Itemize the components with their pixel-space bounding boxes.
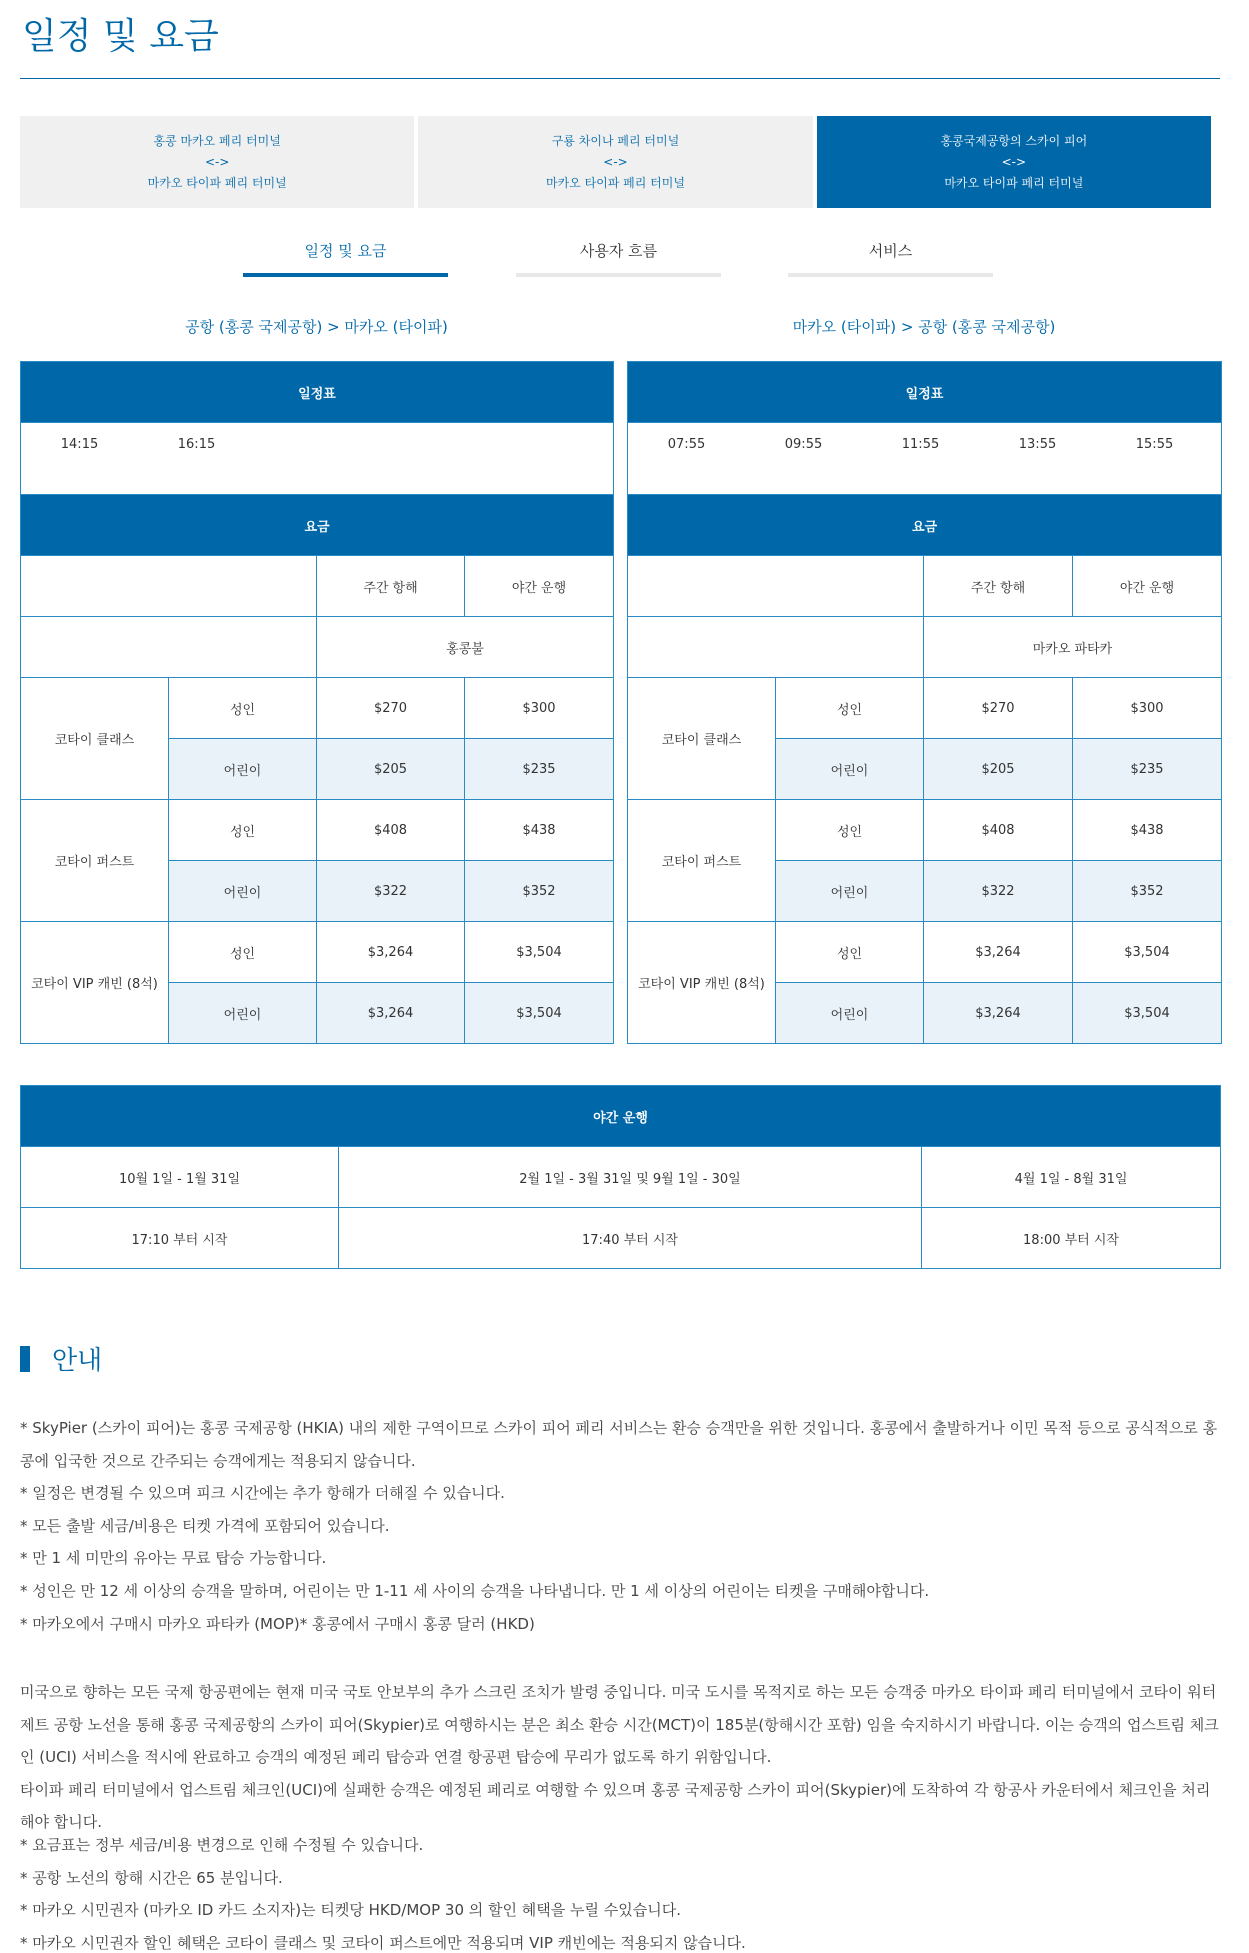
sub-tabs bbox=[0, 240, 1249, 280]
col-day-sailing: 주간 항해 bbox=[317, 556, 465, 617]
col-day-sailing: 주간 항해 bbox=[924, 556, 1073, 617]
note-line: * 마카오 시민권자 (마카오 ID 카드 소지자)는 티켓당 HKD/MOP 30 의 할인 혜택을 누릴 수있습니다. bbox=[20, 1901, 681, 1920]
passenger-type: 성인 bbox=[169, 922, 317, 983]
class-name: 코타이 VIP 캐빈 (8석) bbox=[21, 922, 169, 1044]
route-tab-arrow: <-> bbox=[603, 154, 628, 169]
departure-time: 13:55 bbox=[1018, 437, 1057, 452]
fare-value: $3,264 bbox=[924, 983, 1073, 1044]
night-sailing-table bbox=[20, 1085, 1221, 1269]
fare-value: $322 bbox=[317, 861, 465, 922]
departure-time: 07:55 bbox=[667, 437, 706, 452]
class-name: 코타이 클래스 bbox=[628, 678, 776, 800]
note-line: * 모든 출발 세금/비용은 티켓 가격에 포함되어 있습니다. bbox=[20, 1516, 390, 1535]
class-name: 코타이 VIP 캐빈 (8석) bbox=[628, 922, 776, 1044]
blank-cell bbox=[21, 556, 317, 617]
blank-cell bbox=[628, 556, 924, 617]
fare-value: $3,504 bbox=[465, 922, 614, 983]
route-tab-line: 마카오 타이파 페리 터미널 bbox=[944, 175, 1084, 190]
blank-cell bbox=[628, 617, 924, 678]
route-tab-arrow: <-> bbox=[204, 154, 230, 169]
night-sailing-header: 야간 운행 bbox=[21, 1086, 1221, 1147]
fare-value: $205 bbox=[317, 739, 465, 800]
blank-cell bbox=[21, 617, 317, 678]
note-paragraph: 미국으로 향하는 모든 국제 항공편에는 현재 미국 국토 안보부의 추가 스크린 조치가 발령 중입니다. 미국 도시를 목적지로 하는 모든 승객중 마카오 타이파 페리 터미널에서 코타이 워터 제트 공항 노선을 통해 홍콩 국제공항의 스카이 피어(Skypier)로 여행하시는 분은 최소 환승 시간(MCT)이 185분(항해시간 포함) 임을 숙지하시기 바랍니다. 이는 승객의 업스트림 체크인 (UCI) 서비스을 적시에 완료하고 승객의 예정된 페리 탑승과 연결 항공편 탑승에 무리가 없도록 하기 위함입니다. bbox=[20, 1683, 1219, 1767]
departure-time: 14:15 bbox=[60, 437, 99, 452]
notes-general bbox=[20, 1412, 1220, 1640]
departure-time: 11:55 bbox=[901, 437, 940, 452]
passenger-type: 성인 bbox=[169, 678, 317, 739]
fare-header: 요금 bbox=[628, 495, 1222, 556]
fare-value: $322 bbox=[924, 861, 1073, 922]
col-night-sailing: 야간 운행 bbox=[1073, 556, 1222, 617]
night-period: 2월 1일 - 3월 31일 및 9월 1일 - 30일 bbox=[339, 1147, 922, 1208]
notes-us-flights bbox=[20, 1676, 1220, 1839]
note-line: * 만 1 세 미만의 유아는 무료 탑승 가능합니다. bbox=[20, 1549, 327, 1568]
route-tab-line: 홍콩 마카오 페리 터미널 bbox=[153, 133, 281, 148]
schedule-times bbox=[21, 423, 614, 495]
route-tab-kowloon[interactable] bbox=[418, 116, 812, 208]
guide-heading-bar bbox=[20, 1346, 30, 1372]
guide-heading bbox=[20, 1340, 102, 1377]
fare-value: $235 bbox=[1073, 739, 1222, 800]
passenger-type: 어린이 bbox=[169, 861, 317, 922]
tab-schedule-fares[interactable]: 일정 및 요금 bbox=[243, 240, 448, 277]
col-night-sailing: 야간 운행 bbox=[465, 556, 614, 617]
note-line: * 공항 노선의 항해 시간은 65 분입니다. bbox=[20, 1868, 283, 1887]
passenger-type: 어린이 bbox=[776, 739, 924, 800]
fare-value: $3,264 bbox=[317, 922, 465, 983]
fare-value: $3,264 bbox=[317, 983, 465, 1044]
fare-table-macau-to-airport bbox=[627, 361, 1222, 1044]
night-period: 10월 1일 - 1월 31일 bbox=[21, 1147, 339, 1208]
fare-value: $270 bbox=[924, 678, 1073, 739]
note-line: * 마카오 시민권자 할인 혜택은 코타이 클래스 및 코타이 퍼스트에만 적용되며 VIP 캐빈에는 적용되지 않습니다. bbox=[20, 1933, 746, 1952]
passenger-type: 성인 bbox=[169, 800, 317, 861]
passenger-type: 어린이 bbox=[776, 861, 924, 922]
notes-fares bbox=[20, 1829, 1220, 1953]
departure-time: 16:15 bbox=[177, 437, 216, 452]
route-tab-line: 마카오 타이파 페리 터미널 bbox=[546, 175, 685, 190]
route-tabs bbox=[20, 116, 1211, 208]
schedule-times bbox=[628, 423, 1222, 495]
class-name: 코타이 퍼스트 bbox=[21, 800, 169, 922]
fare-value: $235 bbox=[465, 739, 614, 800]
currency-label: 마카오 파타카 bbox=[924, 617, 1222, 678]
passenger-type: 어린이 bbox=[169, 983, 317, 1044]
fare-value: $205 bbox=[924, 739, 1073, 800]
route-tab-line: 홍콩국제공항의 스카이 피어 bbox=[940, 133, 1088, 148]
class-name: 코타이 퍼스트 bbox=[628, 800, 776, 922]
route-tab-line: 구룡 차이나 페리 터미널 bbox=[551, 133, 680, 148]
departure-time: 09:55 bbox=[784, 437, 823, 452]
note-line: * 일정은 변경될 수 있으며 피크 시간에는 추가 항해가 더해질 수 있습니다. bbox=[20, 1484, 505, 1503]
fare-value: $408 bbox=[924, 800, 1073, 861]
fare-value: $352 bbox=[1073, 861, 1222, 922]
tab-services[interactable]: 서비스 bbox=[788, 240, 993, 277]
fare-value: $3,504 bbox=[465, 983, 614, 1044]
route-tab-hk-macau[interactable] bbox=[20, 116, 414, 208]
note-line: * SkyPier (스카이 피어)는 홍콩 국제공항 (HKIA) 내의 제한 구역이므로 스카이 피어 페리 서비스는 환승 승객만을 위한 것입니다. 홍콩에서 출발하거나 이민 목적 등으로 공식적으로 홍콩에 입국한 것으로 간주되는 승객에게는 적용되지 않습니다. bbox=[20, 1419, 1218, 1470]
fare-value: $300 bbox=[1073, 678, 1222, 739]
passenger-type: 성인 bbox=[776, 800, 924, 861]
night-start-time: 17:10 부터 시작 bbox=[21, 1208, 339, 1269]
fare-value: $438 bbox=[1073, 800, 1222, 861]
fare-value: $438 bbox=[465, 800, 614, 861]
note-line: * 요금표는 정부 세금/비용 변경으로 인해 수정될 수 있습니다. bbox=[20, 1836, 424, 1854]
fare-value: $3,264 bbox=[924, 922, 1073, 983]
tab-user-flow[interactable]: 사용자 흐름 bbox=[516, 240, 721, 277]
fare-header: 요금 bbox=[21, 495, 614, 556]
schedule-header: 일정표 bbox=[21, 362, 614, 423]
direction-title-airport-to-macau: 공항 (홍콩 국제공항) > 마카오 (타이파) bbox=[185, 318, 448, 336]
night-start-time: 17:40 부터 시작 bbox=[339, 1208, 922, 1269]
night-period: 4월 1일 - 8월 31일 bbox=[922, 1147, 1221, 1208]
currency-label: 홍콩불 bbox=[317, 617, 614, 678]
fare-table-airport-to-macau bbox=[20, 361, 614, 1044]
passenger-type: 성인 bbox=[776, 678, 924, 739]
page-title: 일정 및 요금 bbox=[22, 16, 219, 57]
night-start-time: 18:00 부터 시작 bbox=[922, 1208, 1221, 1269]
passenger-type: 어린이 bbox=[169, 739, 317, 800]
route-tab-skypier[interactable] bbox=[817, 116, 1211, 208]
fare-value: $300 bbox=[465, 678, 614, 739]
schedule-header: 일정표 bbox=[628, 362, 1222, 423]
fare-value: $3,504 bbox=[1073, 983, 1222, 1044]
fare-value: $270 bbox=[317, 678, 465, 739]
title-divider bbox=[20, 78, 1220, 79]
passenger-type: 성인 bbox=[776, 922, 924, 983]
class-name: 코타이 클래스 bbox=[21, 678, 169, 800]
direction-title-macau-to-airport: 마카오 (타이파) > 공항 (홍콩 국제공항) bbox=[792, 318, 1056, 336]
route-tab-line: 마카오 타이파 페리 터미널 bbox=[147, 175, 287, 190]
departure-time: 15:55 bbox=[1135, 437, 1174, 452]
fare-value: $408 bbox=[317, 800, 465, 861]
fare-value: $3,504 bbox=[1073, 922, 1222, 983]
note-line: * 마카오에서 구매시 마카오 파타카 (MOP)* 홍콩에서 구매시 홍콩 달러 (HKD) bbox=[20, 1614, 535, 1633]
fare-value: $352 bbox=[465, 861, 614, 922]
guide-title: 안내 bbox=[52, 1346, 103, 1376]
route-tab-arrow: <-> bbox=[1001, 154, 1027, 169]
note-line: * 성인은 만 12 세 이상의 승객을 말하며, 어린이는 만 1-11 세 사이의 승객을 나타냅니다. 만 1 세 이상의 어린이는 티켓을 구매해야합니다. bbox=[20, 1581, 930, 1600]
passenger-type: 어린이 bbox=[776, 983, 924, 1044]
note-paragraph: 타이파 페리 터미널에서 업스트림 체크인(UCI)에 실패한 승객은 예정된 페리로 여행할 수 있으며 홍콩 국제공항 스카이 피어(Skypier)에 도착하여 각 항공사 카운터에서 체크인을 처리해야 합니다. bbox=[20, 1780, 1211, 1832]
